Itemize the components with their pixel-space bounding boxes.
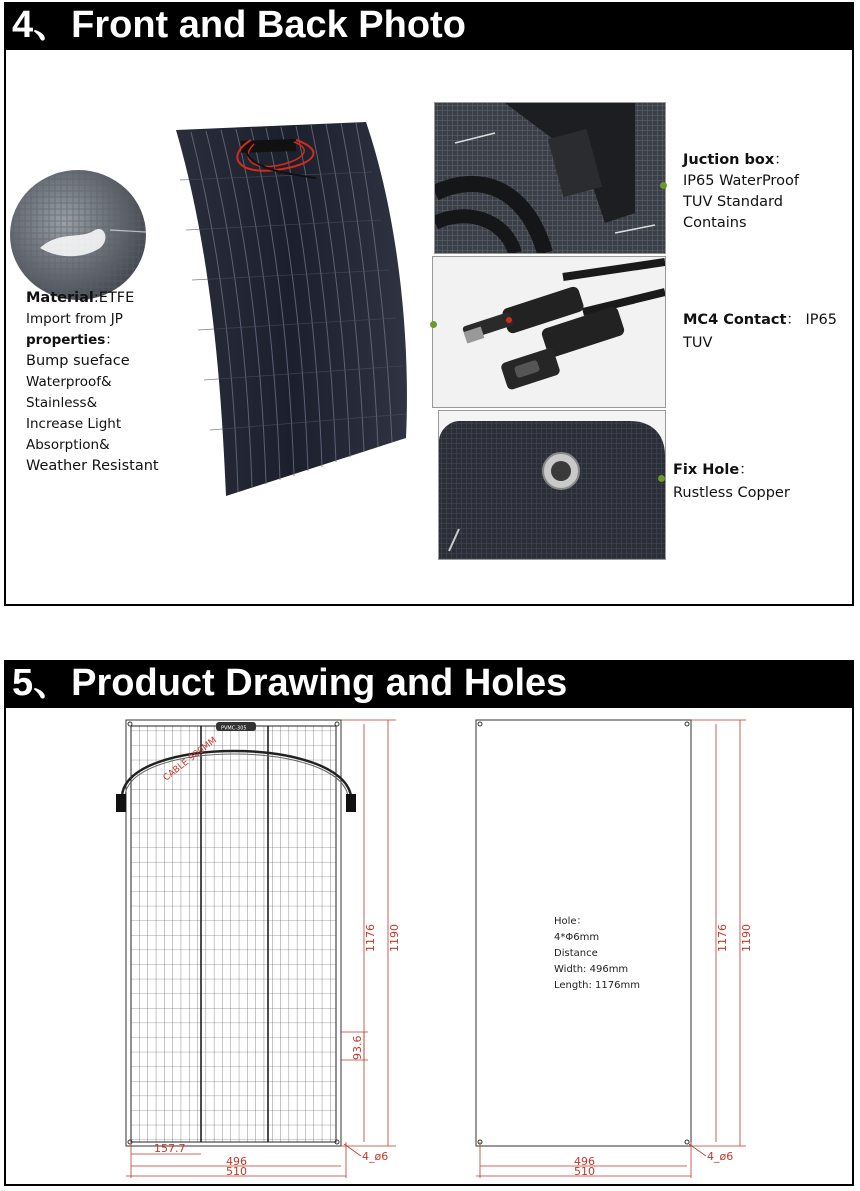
fix-hole-line: Rustless Copper [673,485,790,501]
flexible-solar-panel-image [166,120,426,500]
width-inner-dim: 496 [226,1155,247,1168]
hole-length: Length: 1176mm [554,980,640,991]
back-height-outer-dim: 1190 [740,924,753,952]
hole-spec: 4*Φ6mm [554,932,600,943]
junction-box-description [683,150,799,234]
front-back-panel [4,48,854,606]
fix-hole-label: Fix Hole [673,462,740,478]
junction-box-label: Juction box [683,152,775,168]
mc4-rating: IP65 [800,312,837,328]
mc4-connector-image [432,256,666,408]
junction-box-image [434,102,666,254]
cell-pitch-dim: 93.6 [351,1035,364,1060]
junction-box-tag: PVMC-305 [221,725,247,732]
section-title-drawing: 5、Product Drawing and Holes [4,660,854,706]
junction-box-colon: ： [774,152,789,168]
hole-distance: Distance [554,948,598,959]
property-3: Stainless& [26,395,98,411]
material-description [26,288,159,477]
back-height-inner-dim: 1176 [716,924,729,952]
height-inner-dim: 1176 [364,924,377,952]
etfe-surface-closeup-image [10,170,146,300]
property-4: Increase Light [26,416,122,432]
properties-label: properties [26,332,106,348]
material-label: Material [26,290,94,306]
properties-colon: ： [105,332,119,348]
front-drawing [106,716,406,1182]
back-width-inner-dim: 496 [574,1155,595,1168]
property-1: Bump sueface [26,353,130,369]
junction-box-marker-dot [660,182,667,189]
height-outer-dim: 1190 [388,924,401,952]
property-6: Weather Resistant [26,458,159,474]
section-title-front-back: 4、Front and Back Photo [4,2,854,48]
hole-width: Width: 496mm [554,964,629,975]
material-import: Import from JP [26,311,123,327]
fix-hole-marker-dot [658,475,665,482]
back-width-outer-dim: 510 [574,1165,595,1178]
cable-length-label: CABLE 900MM [161,735,219,784]
back-drawing [466,716,766,1182]
hole-title: Hole： [554,916,587,927]
fix-hole-colon: ： [739,462,754,478]
mc4-colon: ： [786,312,801,328]
back-hole-dim: 4_ø6 [707,1150,734,1163]
product-drawing-panel [4,706,854,1186]
width-outer-dim: 510 [226,1165,247,1178]
cell-width-dim: 157.7 [154,1142,186,1155]
property-5: Absorption& [26,437,110,453]
mc4-description [683,310,837,354]
junction-box-line-3: Contains [683,215,747,231]
fix-hole-description [673,460,790,504]
junction-box-line-2: TUV Standard [683,194,783,210]
mc4-marker-dot [430,321,437,328]
material-value: :ETFE [93,290,135,306]
property-2: Waterproof& [26,374,112,390]
mc4-line-2: TUV [683,335,713,351]
hole-dim: 4_ø6 [362,1150,389,1163]
mc4-label: MC4 Contact [683,312,787,328]
fix-hole-image [438,410,666,560]
junction-box-line-1: IP65 WaterProof [683,173,799,189]
